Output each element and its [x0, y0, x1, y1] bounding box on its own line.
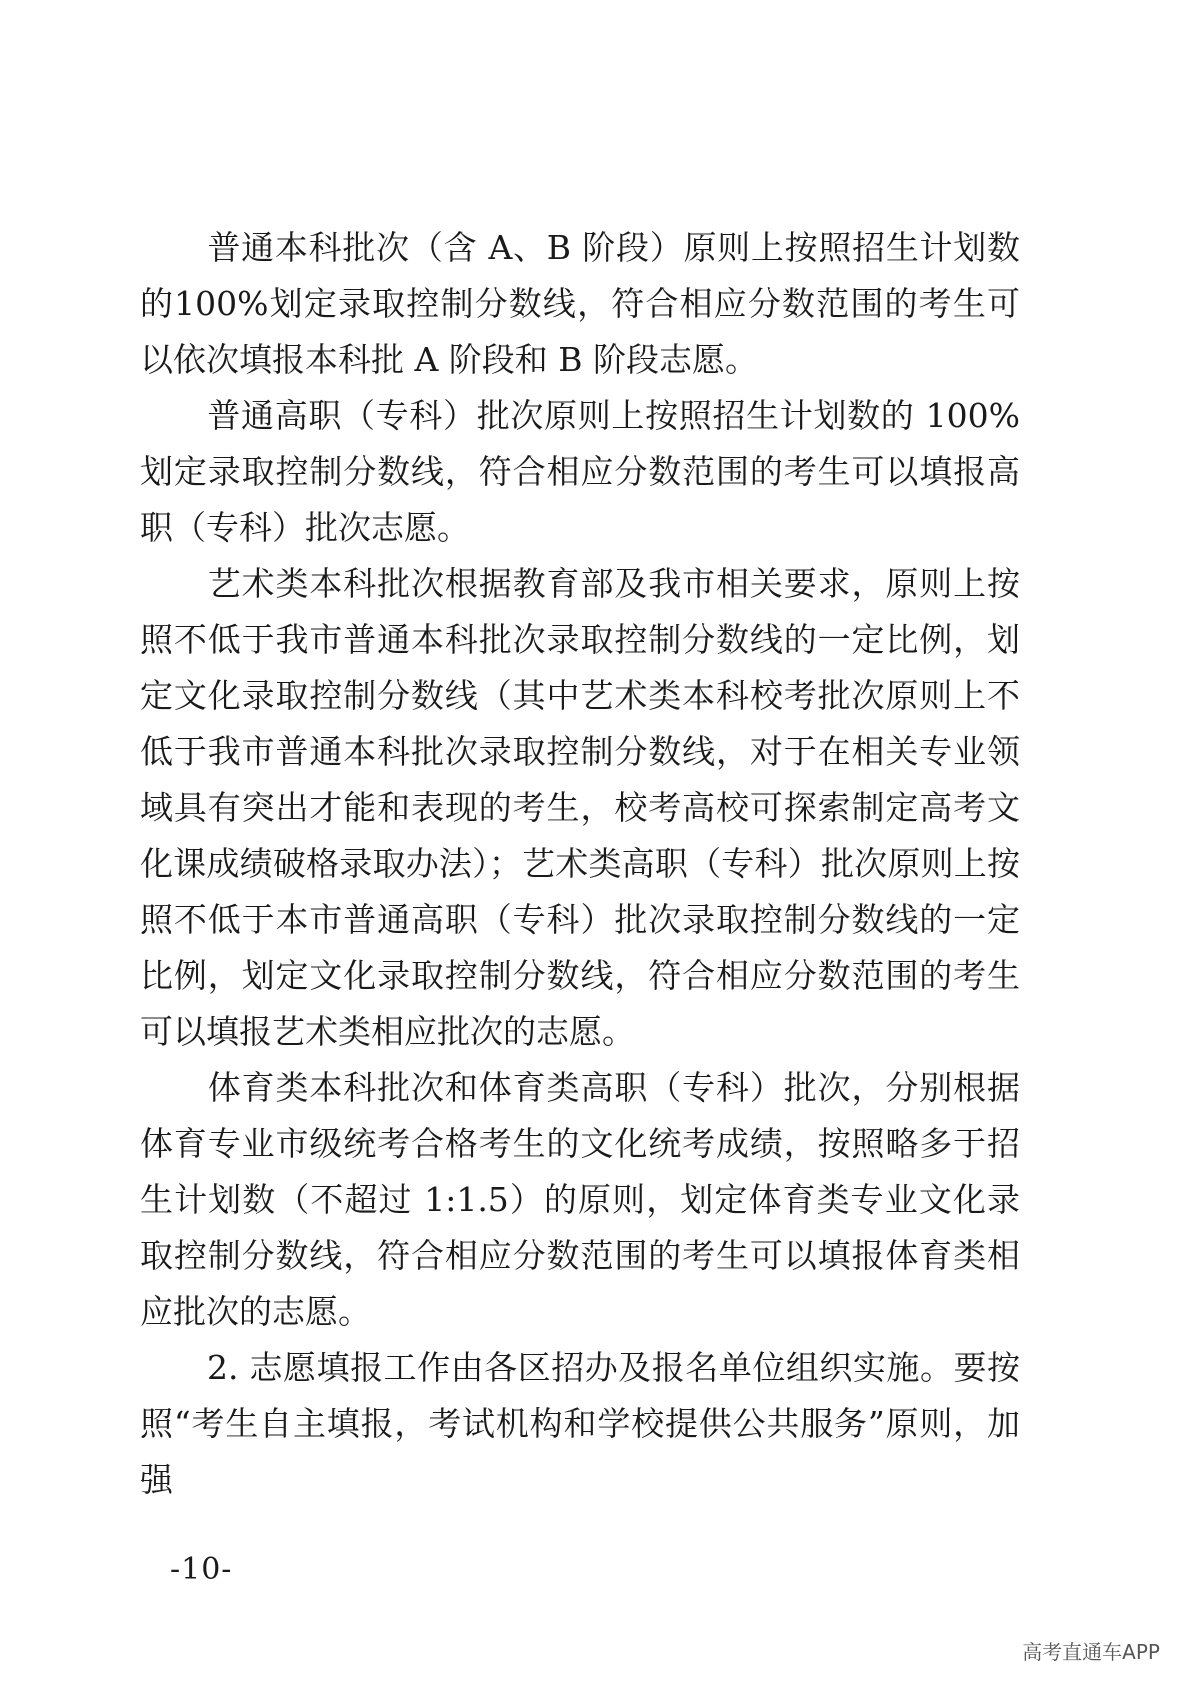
paragraph-undergraduate-batch: 普通本科批次（含 A、B 阶段）原则上按照招生计划数的100%划定录取控制分数线，符合相应分数范围的考生可以依次填报本科批 A 阶段和 B 阶段志愿。 — [140, 228, 1020, 379]
paragraph-art-batch: 艺术类本科批次根据教育部及我市相关要求，原则上按照不低于我市普通本科批次录取控制分数线的一定比例，划定文化录取控制分数线（其中艺术类本科校考批次原则上不低于我市普通本科批次录取控制分数线，对于在相关专业领域具有突出才能和表现的考生，校考高校可探索制定高考文化课成绩破格录取办法）；艺术类高职（专科）批次原则上按照不低于本市普通高职（专科）批次录取控制分数线的一定比例，划定文化录取控制分数线，符合相应分数范围的考生可以填报艺术类相应批次的志愿。 — [140, 564, 1020, 1051]
page-number: -10- — [170, 1552, 233, 1587]
paragraph-vocational-batch: 普通高职（专科）批次原则上按照招生计划数的 100%划定录取控制分数线，符合相应分数范围的考生可以填报高职（专科）批次志愿。 — [140, 396, 1020, 547]
paragraph-application-work: 2. 志愿填报工作由各区招办及报名单位组织实施。要按照“考生自主填报，考试机构和学校提供公共服务”原则，加强 — [140, 1348, 1020, 1499]
paragraph-sports-batch: 体育类本科批次和体育类高职（专科）批次，分别根据体育专业市级统考合格考生的文化统考成绩，按照略多于招生计划数（不超过 1:1.5）的原则，划定体育类专业文化录取控制分数线，符合相应分数范围的考生可以填报体育类相应批次的志愿。 — [140, 1068, 1020, 1331]
watermark-text: 高考直通车APP — [1022, 1640, 1160, 1664]
document-body — [140, 220, 1020, 1508]
